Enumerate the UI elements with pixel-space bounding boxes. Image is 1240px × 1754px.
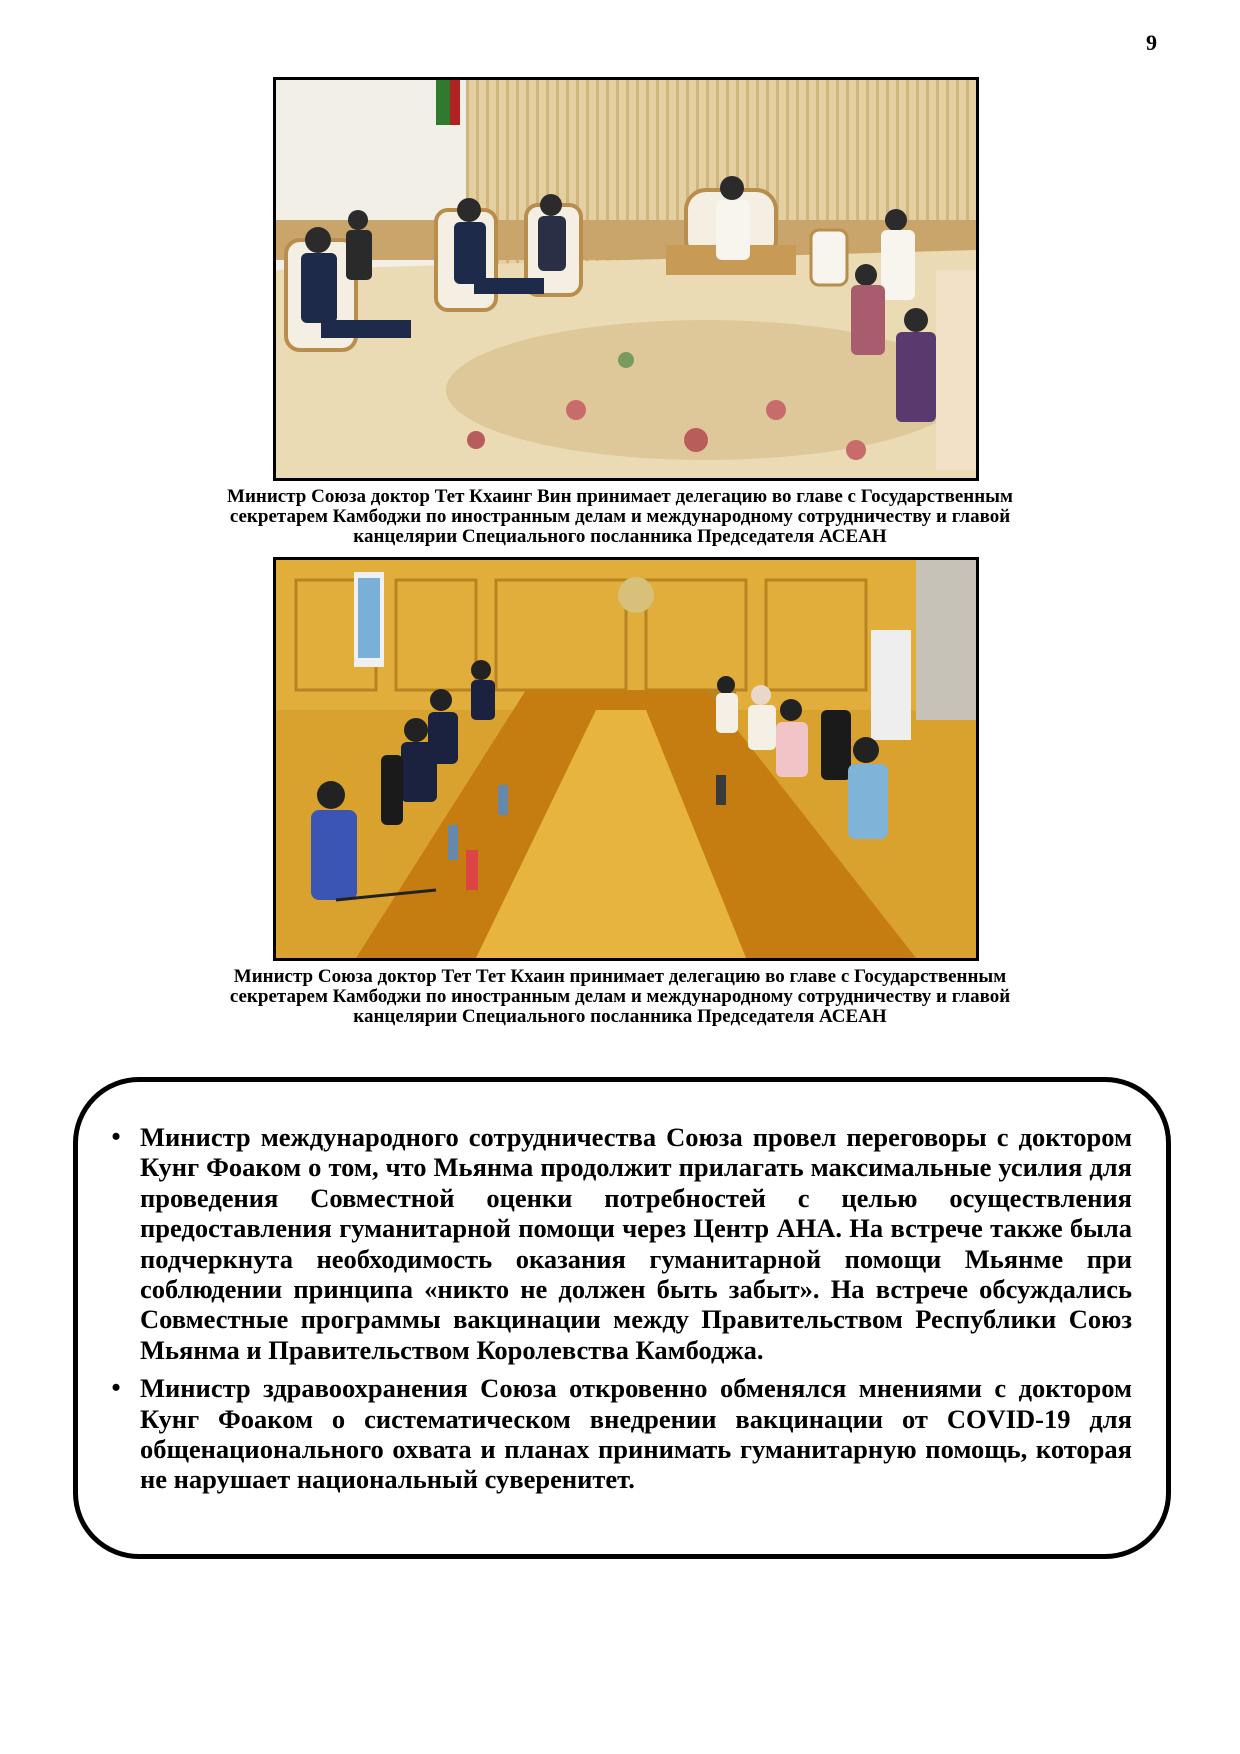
bullet-text: Министр здравоохранения Союза откровенно обменялся мнениями с доктором Кунг Фоаком о систематическом внедрении вакцинации от COVID-19 для общенационального охвата и планах принимать гуманитарную помощь, которая не нарушает национальный суверенитет. (140, 1373, 1132, 1495)
meeting-photo-conference-room (273, 557, 979, 961)
bullet-item-health-ministry (111, 1373, 1132, 1495)
bullet-item-international-cooperation (111, 1122, 1132, 1365)
meeting-photo-reception-hall (273, 77, 979, 481)
summary-bullet-list (111, 1122, 1132, 1503)
bullet-icon: • (111, 1373, 121, 1403)
caption-line: канцелярии Специального посланника Председателя АСЕАН (353, 1006, 887, 1027)
photo-caption-2 (160, 967, 1080, 1027)
bullet-text: Министр международного сотрудничества Союза провел переговоры с доктором Кунг Фоаком о том, что Мьянма продолжит прилагать максимальные усилия для проведения Совместной оценки потребностей с целью осуществления предоставления гуманитарной помощи через Центр АНА. На встрече также была подчеркнута необходимость оказания гуманитарной помощи Мьянме при соблюдении принципа «никто не должен быть забыт». На встрече обсуждались Совместные программы вакцинации между Правительством Республики Союз Мьянма и Правительством Королевства Камбоджа. (140, 1122, 1132, 1365)
bullet-icon: • (111, 1122, 121, 1151)
caption-line: Министр Союза доктор Тет Кхаинг Вин принимает делегацию во главе с Государственным (227, 486, 1013, 507)
summary-callout-box (73, 1077, 1171, 1559)
caption-line: секретарем Камбоджи по иностранным делам и международному сотрудничеству и главой (229, 986, 1011, 1007)
photo-caption-1 (160, 487, 1080, 547)
page-number: 9 (1146, 30, 1157, 55)
caption-line: Министр Союза доктор Тет Тет Кхаин принимает делегацию во главе с Государственным (233, 966, 1007, 987)
caption-line: канцелярии Специального посланника Председателя АСЕАН (353, 526, 887, 547)
caption-line: секретарем Камбоджи по иностранным делам и международному сотрудничеству и главой (229, 506, 1011, 527)
